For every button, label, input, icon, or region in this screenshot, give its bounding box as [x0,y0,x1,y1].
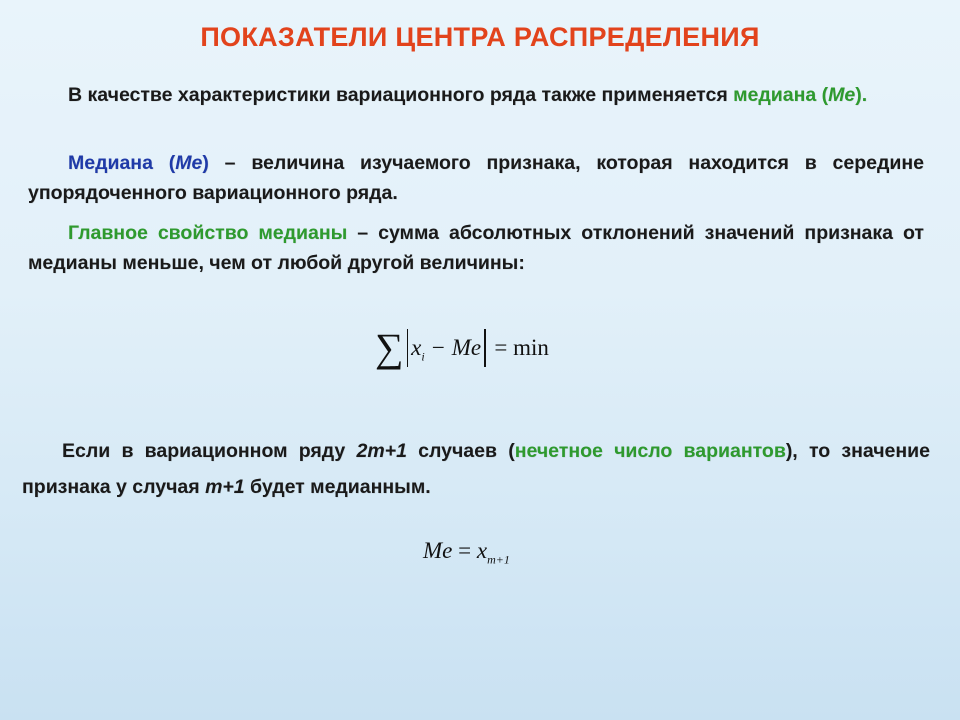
formula-x: x [411,335,422,360]
abs-bar-right [484,329,486,367]
sigma-symbol: ∑ [375,325,404,370]
formula-subscript: i [421,349,425,364]
formula2-me: Me [423,538,453,563]
count-2m1: 2m+1 [356,440,407,462]
intro-text: В качестве характеристики вариационного ряда также применяется [68,84,734,106]
odd-variants-term: нечетное число вариантов [514,440,786,462]
median-term: медиана (Me). [733,84,868,106]
paragraph-intro [28,80,924,110]
formula-rhs: = min [488,335,549,360]
paragraph-definition [28,148,924,208]
case-m1: m+1 [205,476,245,498]
slide-title: ПОКАЗАТЕЛИ ЦЕНТРА РАСПРЕДЕЛЕНИЯ [200,22,760,52]
definition-text: – величина изучаемого признака, которая находится в середине упорядоченного вариационного ряда. [28,152,924,204]
main-property-term: Главное свойство медианы [68,222,348,244]
abs-bar-left [407,329,409,367]
property-text: – сумма абсолютных отклонений значений признака от медианы меньше, чем от любой другой величины: [28,222,924,274]
formula2-x: x [476,538,488,563]
formula2-subscript: m+1 [487,552,510,567]
formula-sum-abs-deviation [375,318,549,370]
formula-minus-me: − Me [424,335,482,360]
formula-median-odd: $Me = x_{m+1}$ [423,538,510,567]
paragraph-odd-case: Если в вариационном ряду 2m+1 случаев (нечетное число вариантов), то значение признака у случая m+1 будет медианным. [22,440,931,498]
median-definition-term: Медиана (Me) [68,152,209,174]
paragraph-property [28,218,924,278]
